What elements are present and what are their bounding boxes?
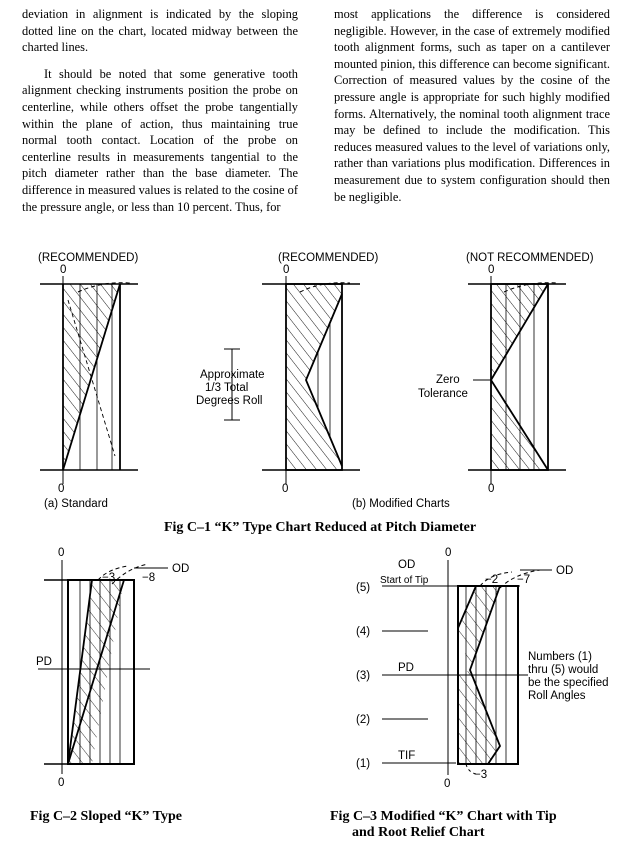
note-line-2: thru (5) would <box>528 664 599 676</box>
od-label: OD <box>172 563 190 575</box>
tif-label: TIF <box>398 750 416 762</box>
zero-label: 0 <box>58 483 65 495</box>
zero-label: 0 <box>282 483 289 495</box>
caption-fig-c3-line2: and Root Relief Chart <box>352 825 485 840</box>
header-recommended-b: (RECOMMENDED) <box>278 252 379 264</box>
zero-label: 0 <box>488 264 495 276</box>
row-label-5: (5) <box>356 582 371 594</box>
subcaption-standard: (a) Standard <box>44 498 108 510</box>
chart-fig-c2 <box>36 547 189 789</box>
row-label-1: (1) <box>356 758 371 770</box>
start-of-tip-label: Start of Tip <box>380 575 429 586</box>
note-line-1: Numbers (1) <box>528 651 592 663</box>
caption-fig-c3-line1: Fig C–3 Modified “K” Chart with Tip <box>330 809 557 824</box>
row-label-3: (3) <box>356 670 371 682</box>
chart-c-not-recommended <box>418 264 566 495</box>
od-right-label: OD <box>556 565 574 577</box>
value-minus-7: −7 <box>517 574 531 586</box>
zero-label: 0 <box>445 547 452 559</box>
header-not-recommended: (NOT RECOMMENDED) <box>466 252 594 264</box>
caption-fig-c2: Fig C–2 Sloped “K” Type <box>30 809 182 824</box>
zero-label: 0 <box>58 547 65 559</box>
chart-a-standard <box>40 264 138 495</box>
note-line-4: Roll Angles <box>528 690 586 702</box>
caption-fig-c1: Fig C–1 “K” Type Chart Reduced at Pitch Diameter <box>163 520 477 535</box>
annot-tolerance: Tolerance <box>418 388 468 400</box>
zero-label: 0 <box>60 264 67 276</box>
value-minus-8: −8 <box>142 572 156 584</box>
annot-third: 1/3 Total <box>205 382 249 394</box>
header-recommended-a: (RECOMMENDED) <box>38 252 139 264</box>
paragraph: deviation in alignment is indicated by the sloping dotted line on the chart, located midway between the charted lines. <box>22 7 298 55</box>
zero-label: 0 <box>488 483 495 495</box>
annot-approx: Approximate <box>200 369 265 381</box>
value-minus-3: −3 <box>474 769 488 781</box>
zero-label: 0 <box>58 777 65 789</box>
od-left-label: OD <box>398 559 416 571</box>
row-label-2: (2) <box>356 714 371 726</box>
annot-degrees-roll: Degrees Roll <box>196 395 263 407</box>
pd-label: PD <box>36 656 52 668</box>
zero-label: 0 <box>444 778 451 790</box>
zero-label: 0 <box>283 264 290 276</box>
annot-zero: Zero <box>436 374 460 386</box>
value-minus-2: −2 <box>485 574 499 586</box>
chart-b-modified <box>196 264 360 495</box>
paragraph: most applications the difference is considered negligible. However, in the case of extremely modified tooth alignment forms, such as taper on a cantilever mounted pinion, this difference can become significant. Correction of measured values by the cosine of the pressure angle is appropriate for such highly modified forms. Alternatively, the nominal tooth alignment trace may be defined to include the modification. This reduces measured values to the level of variations only, rather than variations plus modification. Differences in measurement due to system configuration should then be negligible. <box>334 7 610 204</box>
subcaption-modified: (b) Modified Charts <box>352 498 450 510</box>
chart-fig-c3 <box>356 547 609 790</box>
value-minus-3: −3 <box>102 572 116 584</box>
row-label-4: (4) <box>356 626 371 638</box>
pd-label: PD <box>398 662 414 674</box>
paragraph: It should be noted that some generative tooth alignment checking instruments position the probe on centerline, while others offset the probe tangentially within the plane of action, thus maintaining true normal tooth contact. Location of the probe on centerline results in measurements tangential to the pitch diameter rather than the base diameter. The difference in measured values is related to the cosine of the pressure angle, or less than 10 percent. Thus, for <box>22 66 298 214</box>
note-line-3: be the specified <box>528 677 609 689</box>
